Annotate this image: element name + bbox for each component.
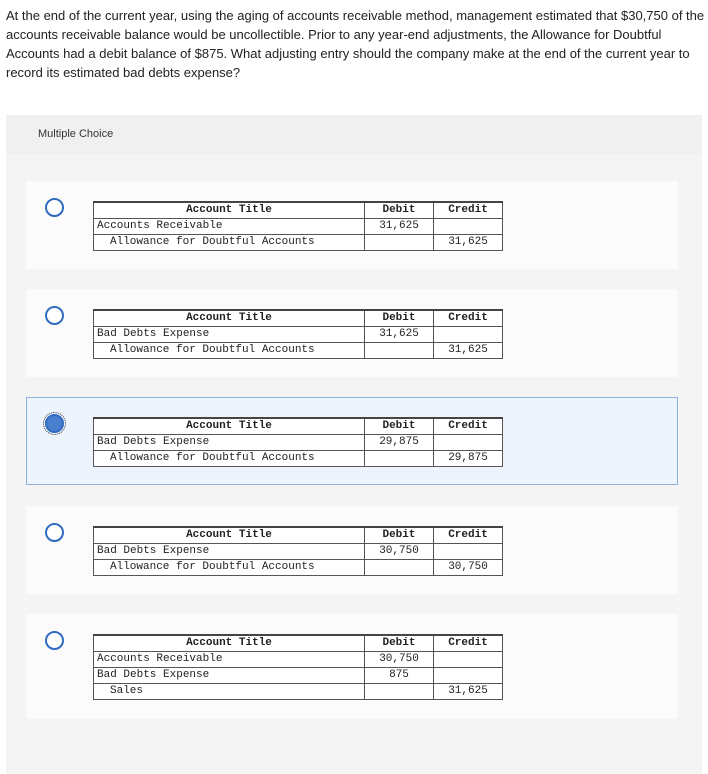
account-cell: Bad Debts Expense (94, 668, 365, 684)
credit-header: Credit (434, 418, 503, 435)
debit-cell: 30,750 (365, 544, 434, 560)
choice-option-b[interactable] (26, 289, 678, 377)
table-header-row (94, 310, 503, 327)
credit-cell (434, 668, 503, 684)
journal-entry-table (93, 526, 503, 576)
credit-header: Credit (434, 527, 503, 544)
multiple-choice-panel (6, 115, 702, 774)
debit-cell (365, 235, 434, 251)
account-title-header: Account Title (94, 418, 365, 435)
account-cell: Bad Debts Expense (94, 327, 365, 343)
debit-header: Debit (365, 202, 434, 219)
table-row (94, 219, 503, 235)
table-row (94, 327, 503, 343)
journal-entry-table (93, 417, 503, 467)
choice-option-c[interactable] (26, 397, 678, 485)
account-title-header: Account Title (94, 202, 365, 219)
credit-cell (434, 219, 503, 235)
credit-header: Credit (434, 635, 503, 652)
table-header-row (94, 527, 503, 544)
journal-entry-table (93, 309, 503, 359)
credit-cell: 31,625 (434, 684, 503, 700)
credit-cell (434, 652, 503, 668)
credit-cell: 31,625 (434, 235, 503, 251)
account-cell: Allowance for Doubtful Accounts (94, 451, 365, 467)
choice-option-e[interactable] (26, 614, 678, 719)
debit-cell: 29,875 (365, 435, 434, 451)
account-title-header: Account Title (94, 310, 365, 327)
debit-header: Debit (365, 418, 434, 435)
credit-cell (434, 435, 503, 451)
table-header-row (94, 635, 503, 652)
credit-cell (434, 327, 503, 343)
account-cell: Sales (94, 684, 365, 700)
debit-cell: 875 (365, 668, 434, 684)
table-row (94, 235, 503, 251)
credit-header: Credit (434, 202, 503, 219)
radio-button-a[interactable] (45, 198, 64, 217)
debit-cell: 31,625 (365, 219, 434, 235)
table-row (94, 668, 503, 684)
account-cell: Accounts Receivable (94, 652, 365, 668)
debit-cell (365, 684, 434, 700)
credit-cell: 30,750 (434, 560, 503, 576)
debit-header: Debit (365, 310, 434, 327)
account-title-header: Account Title (94, 635, 365, 652)
credit-cell: 31,625 (434, 343, 503, 359)
debit-cell: 31,625 (365, 327, 434, 343)
debit-cell (365, 451, 434, 467)
account-cell: Bad Debts Expense (94, 435, 365, 451)
debit-cell (365, 343, 434, 359)
table-row (94, 560, 503, 576)
account-cell: Allowance for Doubtful Accounts (94, 560, 365, 576)
account-cell: Bad Debts Expense (94, 544, 365, 560)
debit-header: Debit (365, 635, 434, 652)
multiple-choice-label: Multiple Choice (38, 128, 114, 140)
question-text: At the end of the current year, using the aging of accounts receivable method, management estimated that $30,750 of the accounts receivable balance would be uncollectible. Prior to any year-end adjustments, the Allowance for Doubtful Accounts had a debit balance of $875. What adjusting entry should the company make at the end of the current year to record its estimated bad debts expense? (6, 8, 705, 80)
table-header-row (94, 202, 503, 219)
account-cell: Allowance for Doubtful Accounts (94, 343, 365, 359)
choice-option-a[interactable] (26, 181, 678, 269)
table-row (94, 544, 503, 560)
debit-cell (365, 560, 434, 576)
radio-button-c[interactable] (45, 414, 64, 433)
table-row (94, 684, 503, 700)
table-row (94, 451, 503, 467)
debit-header: Debit (365, 527, 434, 544)
account-cell: Allowance for Doubtful Accounts (94, 235, 365, 251)
credit-cell (434, 544, 503, 560)
credit-header: Credit (434, 310, 503, 327)
radio-button-b[interactable] (45, 306, 64, 325)
debit-cell: 30,750 (365, 652, 434, 668)
table-header-row (94, 418, 503, 435)
table-row (94, 652, 503, 668)
journal-entry-table (93, 201, 503, 251)
table-row (94, 435, 503, 451)
choice-option-d[interactable] (26, 506, 678, 594)
radio-button-d[interactable] (45, 523, 64, 542)
account-cell: Accounts Receivable (94, 219, 365, 235)
radio-button-e[interactable] (45, 631, 64, 650)
credit-cell: 29,875 (434, 451, 503, 467)
table-row (94, 343, 503, 359)
multiple-choice-header (6, 115, 702, 154)
journal-entry-table (93, 634, 503, 700)
account-title-header: Account Title (94, 527, 365, 544)
